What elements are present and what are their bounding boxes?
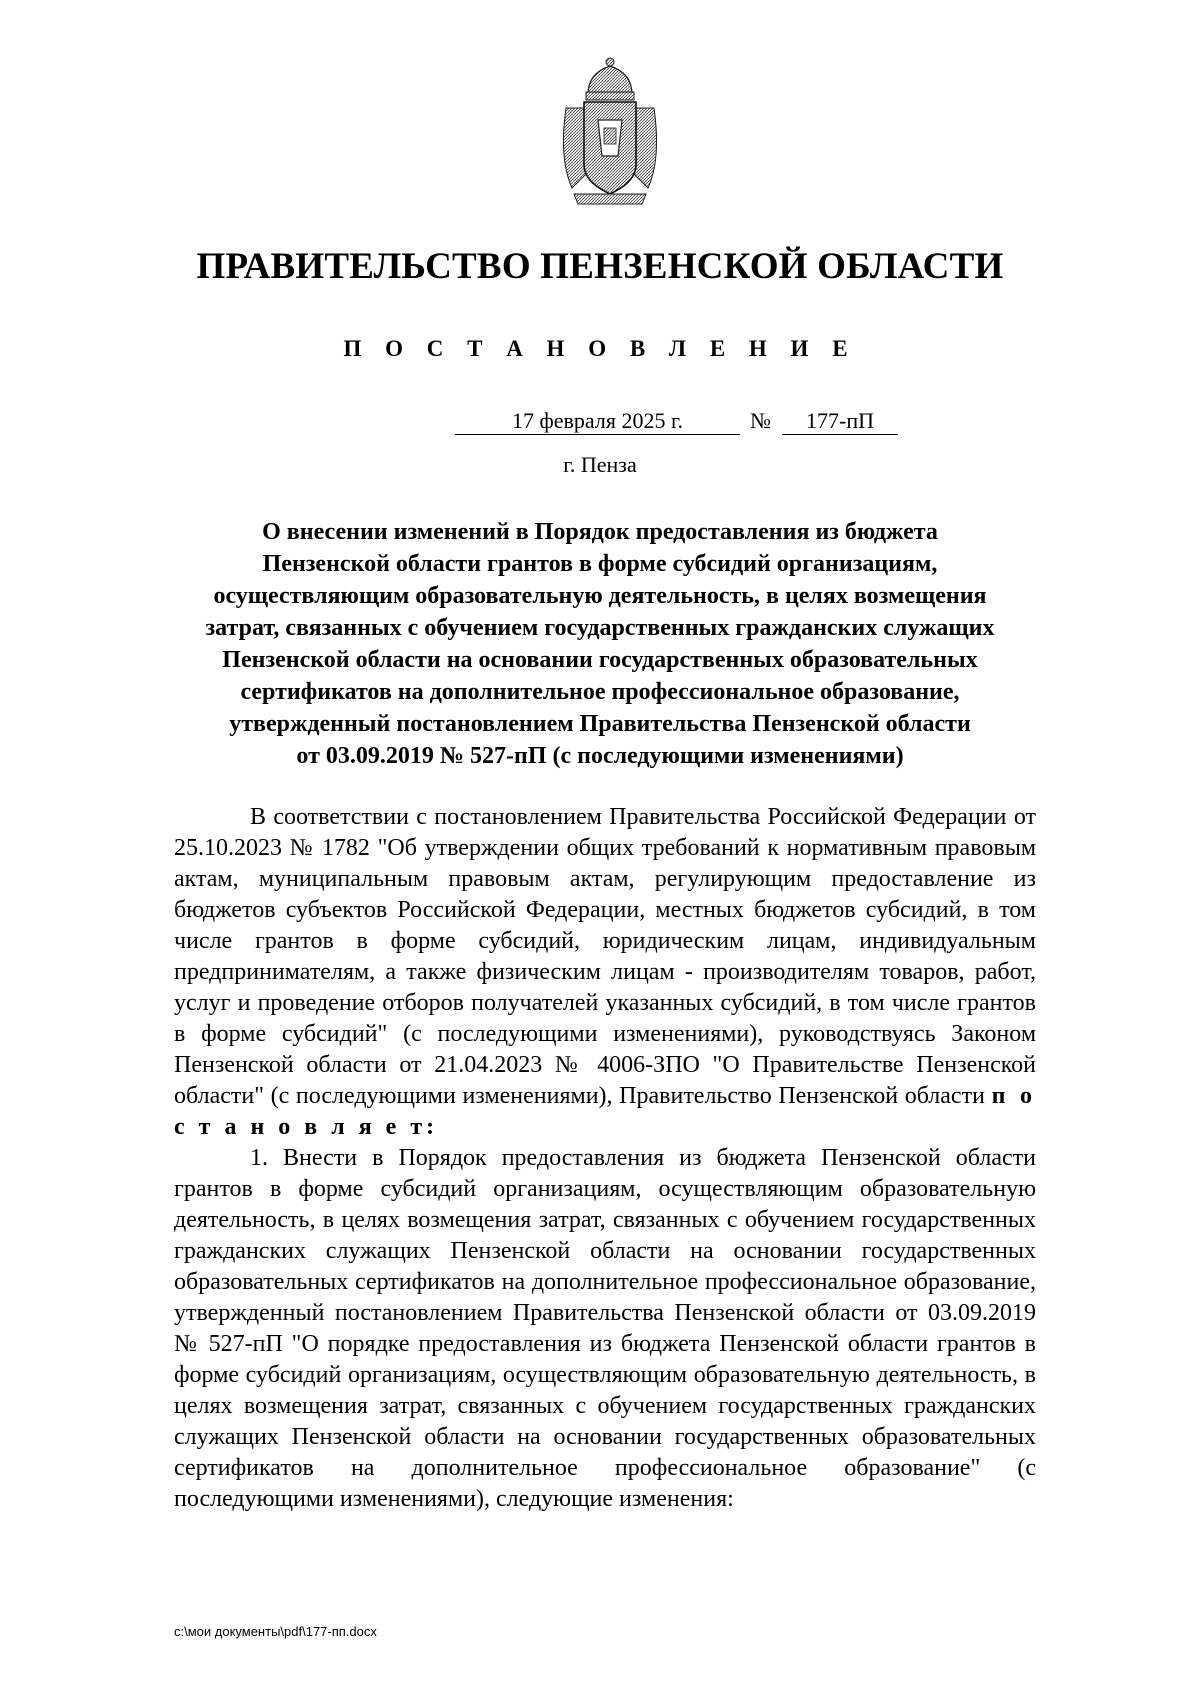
document-type: П О С Т А Н О В Л Е Н И Е — [343, 336, 857, 361]
heading-line: О внесении изменений в Порядок предоставления из бюджета — [262, 519, 938, 545]
heading-line: утвержденный постановлением Правительства Пензенской области — [229, 711, 971, 737]
heading-line: Пензенской области на основании государственных образовательных — [222, 647, 978, 673]
footer-file-path: c:\мои документы\pdf\177-пп.docx — [174, 1624, 377, 1639]
coat-of-arms-icon — [558, 56, 662, 206]
preamble-text: В соответствии с постановлением Правительства Российской Федерации от 25.10.2023 № 1782 "Об утверждении общих требований к нормативным правовым актам, муниципальным правовым актам, регулирующим предоставление из бюджетов субъектов Российской Федерации, местных бюджетов субсидий, в том числе грантов в форме субсидий, юридическим лицам, индивидуальным предпринимателям, а также физическим лицам - производителям товаров, работ, услуг и проведение отборов получателей указанных субсидий, в том числе грантов в форме субсидий" (с последующими изменениями), руководствуясь Законом Пензенской области от 21.04.2023 № 4006-ЗПО "О Правительстве Пензенской области" (с последующими изменениями), Правительство Пензенской области — [174, 804, 1036, 1109]
resolves-keyword: п о с т а н о в л я е т: — [174, 1083, 1037, 1140]
document-heading — [180, 516, 1020, 772]
number-sign: № — [750, 408, 771, 433]
heading-line: осуществляющим образовательную деятельность, в целях возмещения — [213, 583, 987, 609]
heading-line: от 03.09.2019 № 527-пП (с последующими изменениями) — [296, 743, 904, 769]
heading-line: сертификатов на дополнительное профессиональное образование, — [240, 679, 960, 705]
item-1-paragraph: 1. Внести в Порядок предоставления из бюджета Пензенской области грантов в форме субсидий организациям, осуществляющим образовательную деятельность, в целях возмещения затрат, связанных с обучением государственных гражданских служащих Пензенской области на основании государственных образовательных сертификатов на дополнительное профессиональное образование, утвержденный постановлением Правительства Пензенской области от 03.09.2019 № 527-пП "О порядке предоставления из бюджета Пензенской области грантов в форме субсидий организациям, осуществляющим образовательную деятельность, в целях возмещения затрат, связанных с обучением государственных гражданских служащих Пензенской области на основании государственных образовательных сертификатов на дополнительное профессиональное образование" (с последующими изменениями), следующие изменения: — [174, 1145, 1036, 1512]
document-body — [174, 802, 1036, 1515]
document-date: 17 февраля 2025 г. — [455, 408, 740, 435]
heading-line: затрат, связанных с обучением государственных гражданских служащих — [205, 615, 995, 641]
document-number: 177-пП — [782, 408, 898, 435]
date-number-line — [0, 408, 1200, 438]
government-title: ПРАВИТЕЛЬСТВО ПЕНЗЕНСКОЙ ОБЛАСТИ — [196, 246, 1004, 287]
preamble-paragraph — [174, 802, 1036, 1143]
city: г. Пенза — [563, 452, 637, 477]
heading-line: Пензенской области грантов в форме субсидий организациям, — [262, 551, 938, 577]
